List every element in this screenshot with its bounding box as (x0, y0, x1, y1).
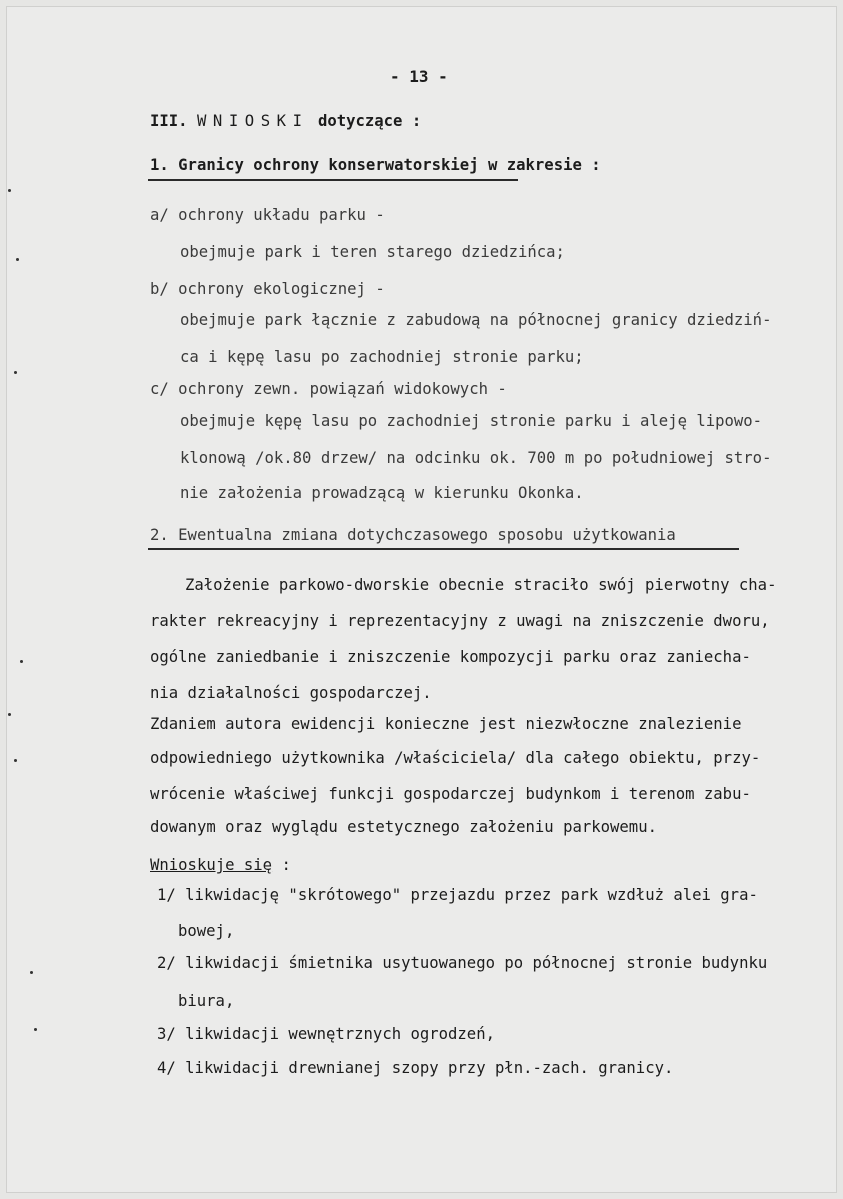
heading-prefix: III. (150, 112, 188, 130)
paragraph1-line-4: nia działalności gospodarczej. (150, 684, 432, 702)
paragraph1-line-1: Założenie parkowo-dworskie obecnie straciło swój pierwotny cha- (185, 576, 777, 594)
margin-speck (8, 713, 11, 716)
item-c-label: c/ ochrony zewn. powiązań widokowych - (150, 380, 507, 398)
item-c-line-1: obejmuje kępę lasu po zachodniej stronie parku i aleję lipowo- (180, 412, 763, 430)
request-3-line-1: 3/ likwidacji wewnętrznych ogrodzeń, (157, 1025, 495, 1043)
item-c-line-2: klonową /ok.80 drzew/ na odcinku ok. 700 m po południowej stro- (180, 449, 772, 467)
margin-speck (16, 258, 19, 261)
paragraph2-line-1: Zdaniem autora ewidencji konieczne jest niezwłoczne znalezienie (150, 715, 742, 733)
paragraph2-line-2: odpowiedniego użytkownika /właściciela/ dla całego obiektu, przy- (150, 749, 761, 767)
request-2-line-1: 2/ likwidacji śmietnika usytuowanego po północnej stronie budynku (157, 954, 768, 972)
item-b-line-1: obejmuje park łącznie z zabudową na północnej granicy dziedziń- (180, 311, 772, 329)
paragraph2-line-3: wrócenie właściwej funkcji gospodarczej budynkom i terenom zabu- (150, 785, 751, 803)
paragraph2-line-4: dowanym oraz wyglądu estetycznego założeniu parkowemu. (150, 818, 657, 836)
page-number: - 13 - (390, 67, 448, 86)
section2-title-underline (148, 548, 739, 550)
margin-speck (20, 660, 23, 663)
item-a-label: a/ ochrony układu parku - (150, 206, 385, 224)
heading (150, 111, 421, 131)
item-b-label: b/ ochrony ekologicznej - (150, 280, 385, 298)
section1-title: 1. Granicy ochrony konserwatorskiej w zakresie : (150, 156, 601, 174)
heading-spaced-word: WNIOSKI (196, 112, 309, 130)
section1-title-underline (148, 179, 518, 181)
paragraph1-line-2: rakter rekreacyjny i reprezentacyjny z uwagi na zniszczenie dworu, (150, 612, 770, 630)
request-1-line-2: bowej, (178, 922, 235, 940)
margin-speck (14, 759, 17, 762)
paragraph1-line-3: ogólne zaniedbanie i zniszczenie kompozycji parku oraz zaniecha- (150, 648, 751, 666)
request-2-line-2: biura, (178, 992, 235, 1010)
item-a-line-1: obejmuje park i teren starego dziedzińca; (180, 243, 565, 261)
request-4-line-1: 4/ likwidacji drewnianej szopy przy płn.-zach. granicy. (157, 1059, 674, 1077)
requests-heading (150, 855, 291, 875)
item-b-line-2: ca i kępę lasu po zachodniej stronie parku; (180, 348, 584, 366)
margin-speck (8, 189, 11, 192)
requests-colon: : (272, 856, 291, 874)
request-1-line-1: 1/ likwidację "skrótowego" przejazdu przez park wzdłuż alei gra- (157, 886, 758, 904)
margin-speck (30, 971, 33, 974)
margin-speck (34, 1028, 37, 1031)
heading-suffix: dotyczące : (317, 112, 422, 130)
margin-speck (14, 371, 17, 374)
requests-label: Wnioskuje się (150, 856, 273, 874)
item-c-line-3: nie założenia prowadzącą w kierunku Okonka. (180, 484, 584, 502)
document-page (6, 6, 837, 1193)
section2-title: 2. Ewentualna zmiana dotychczasowego sposobu użytkowania (150, 526, 676, 544)
